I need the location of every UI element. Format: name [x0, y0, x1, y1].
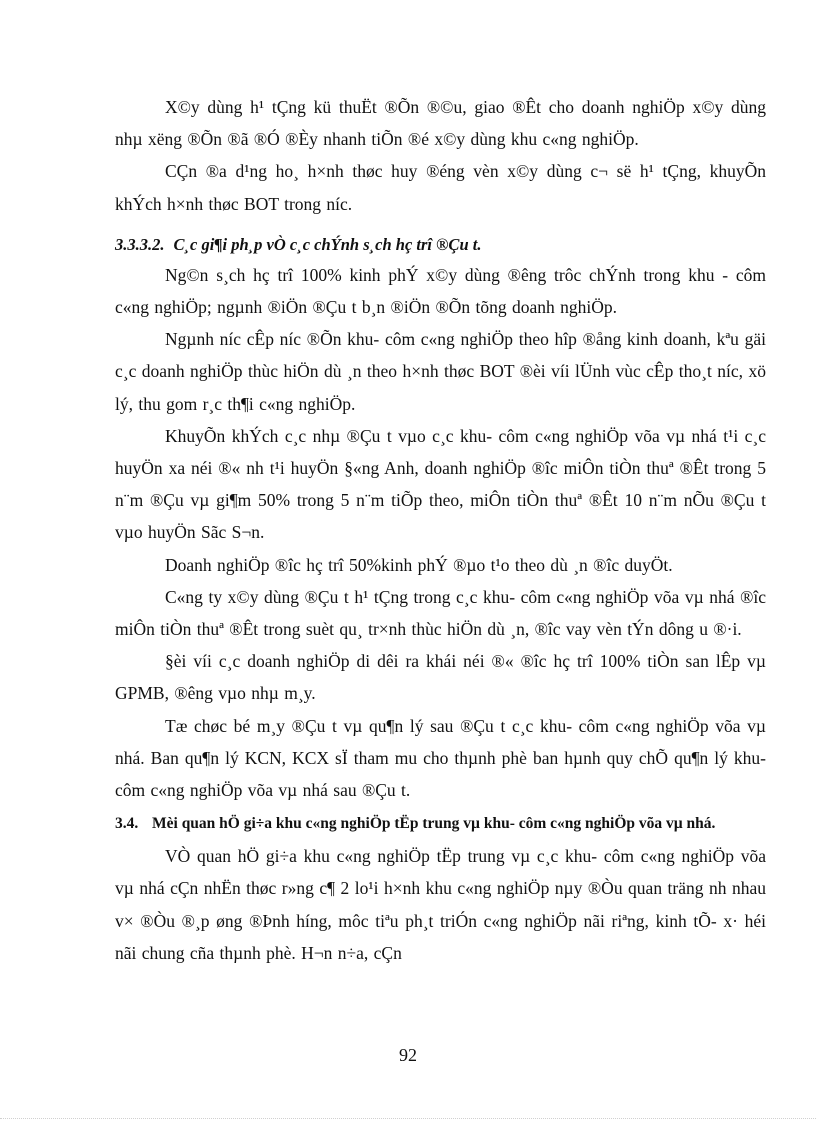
paragraph: §èi víi c¸c doanh nghiÖp di dêi ra khái néi ®« ®îc hç trî 100% tiÒn san lÊp vµ GPMB, ®êng vµo nhµ m¸y. — [115, 651, 766, 704]
paragraph: C«ng ty x©y dùng ®Çu t h¹ tÇng trong c¸c khu- côm c«ng nghiÖp võa vµ nhá ®îc miÔn tiÒn thuª ®Êt trong suèt qu¸ tr×nh thùc hiÖn dù ¸n, ®îc vay vèn tÝn dông u ®·i. — [115, 586, 766, 640]
section-number: 3.4. — [115, 815, 139, 833]
page-bottom-divider — [0, 1118, 816, 1119]
paragraph: KhuyÕn khÝch c¸c nhµ ®Çu t vµo c¸c khu- côm c«ng nghiÖp võa vµ nhá t¹i c¸c huyÖn xa néi ®« nh t¹i huyÖn §«ng Anh, doanh nghiÖp ®îc miÔn tiÒn thuª ®Êt trong 5 n¨m ®Çu vµ gi¶m 50% trong 5 n¨m tiÕp theo, miÔn tiÒn thuª ®Êt 10 n¨m nÕu ®Çu t vµo huyÖn Sãc S¬n. — [115, 425, 766, 543]
paragraph: Tæ chøc bé m¸y ®Çu t vµ qu¶n lý sau ®Çu t c¸c khu- côm c«ng nghiÖp võa vµ nhá. Ban qu¶n lý KCN, KCX sÏ tham mu cho thµnh phè ban hµnh quy chÕ qu¶n lý khu- côm c«ng nghiÖp võa vµ nhá sau ®Çu t. — [115, 715, 766, 801]
paragraph: Ngµnh níc cÊp níc ®Õn khu- côm c«ng nghiÖp theo hîp ®ång kinh doanh, kªu gäi c¸c doanh nghiÖp thùc hiÖn dù ¸n theo h×nh thøc BOT ®èi víi lÜnh vùc cÊp tho¸t níc, xö lý, thu gom r¸c th¶i c«ng nghiÖp. — [115, 329, 766, 414]
paragraph: X©y dùng h¹ tÇng kü thuËt ®Õn ®©u, giao ®Êt cho doanh nghiÖp x©y dùng nhµ xëng ®Õn ®ã ®Ó ®Èy nhanh tiÕn ®é x©y dùng khu c«ng nghiÖp. — [115, 97, 766, 150]
section-heading-3-3-3-2 — [115, 231, 766, 259]
section-title: C¸c gi¶i ph¸p vÒ c¸c chÝnh s¸ch hç trî ®Çu t. — [173, 234, 482, 254]
section-title: Mèi quan hÖ gi÷a khu c«ng nghiÖp tËp trung vµ khu- côm c«ng nghiÖp võa vµ nhá. — [152, 815, 716, 833]
page-body — [115, 91, 766, 969]
page-number: 92 — [399, 1045, 417, 1065]
paragraph: VÒ quan hÖ gi÷a khu c«ng nghiÖp tËp trung vµ c¸c khu- côm c«ng nghiÖp võa vµ nhá cÇn nhËn thøc r»ng c¶ 2 lo¹i h×nh khu c«ng nghiÖp nµy ®Òu quan träng nh nhau v× ®Òu ®¸p øng ®Þnh híng, môc tiªu ph¸t triÓn c«ng nghiÖp nãi riªng, kinh tÕ- x· héi nãi chung cña thµnh phè. H¬n n÷a, cÇn — [115, 846, 766, 963]
paragraph: Ng©n s¸ch hç trî 100% kinh phÝ x©y dùng ®êng trôc chÝnh trong khu - côm c«ng nghiÖp; ngµnh ®iÖn ®Çu t b¸n ®iÖn ®Õn tõng doanh nghiÖp. — [115, 264, 766, 318]
paragraph: CÇn ®a d¹ng ho¸ h×nh thøc huy ®éng vèn x©y dùng c¬ së h¹ tÇng, khuyÕn khÝch h×nh thøc BOT trong níc. — [115, 161, 766, 214]
section-heading-3-4 — [115, 812, 766, 836]
paragraph: Doanh nghiÖp ®îc hç trî 50%kinh phÝ ®µo t¹o theo dù ¸n ®îc duyÖt. — [165, 554, 673, 575]
section-number: 3.3.3.2. — [115, 234, 165, 254]
